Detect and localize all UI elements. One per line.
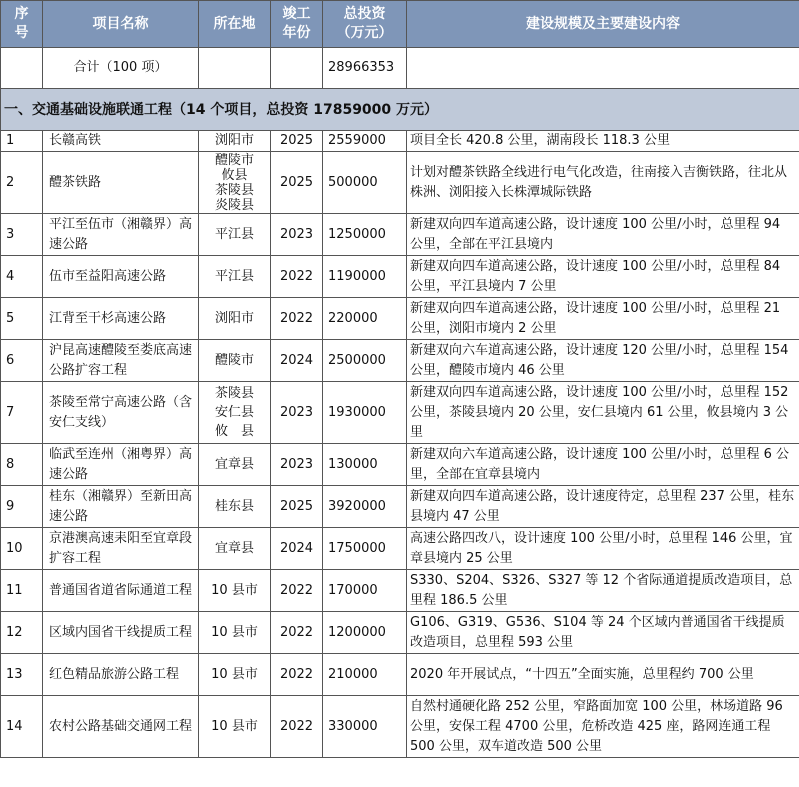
header-name: 项目名称 — [43, 1, 199, 48]
row-investment: 220000 — [323, 298, 407, 340]
row-seq: 5 — [1, 298, 43, 340]
row-seq: 3 — [1, 214, 43, 256]
row-name: 红色精品旅游公路工程 — [43, 654, 199, 696]
row-year: 2025 — [271, 486, 323, 528]
row-name: 醴茶铁路 — [43, 152, 199, 214]
row-seq: 7 — [1, 382, 43, 444]
row-investment: 1750000 — [323, 528, 407, 570]
row-content: 2020 年开展试点，“十四五”全面实施，总里程约 700 公里 — [407, 654, 799, 696]
row-seq: 13 — [1, 654, 43, 696]
table-row — [1, 486, 799, 528]
row-seq: 10 — [1, 528, 43, 570]
row-seq: 2 — [1, 152, 43, 214]
section-row — [1, 89, 799, 131]
row-year: 2025 — [271, 131, 323, 152]
row-year: 2023 — [271, 444, 323, 486]
header-row — [1, 1, 799, 48]
row-content: 新建双向四车道高速公路，设计速度待定，总里程 237 公里，桂东县境内 47 公里 — [407, 486, 799, 528]
table-row — [1, 298, 799, 340]
row-name: 区域内国省干线提质工程 — [43, 612, 199, 654]
table-row — [1, 612, 799, 654]
section-title: 一、交通基础设施联通工程（14 个项目，总投资 17859000 万元） — [1, 89, 799, 131]
row-name: 茶陵至常宁高速公路（含安仁支线） — [43, 382, 199, 444]
row-location: 平江县 — [199, 214, 271, 256]
row-content: 计划对醴茶铁路全线进行电气化改造，往南接入吉衡铁路，往北从株洲、浏阳接入长株潭城际铁路 — [407, 152, 799, 214]
row-content: 新建双向四车道高速公路，设计速度 100 公里/小时，总里程 152 公里，茶陵县境内 20 公里，安仁县境内 61 公里，攸县境内 3 公里 — [407, 382, 799, 444]
header-content: 建设规模及主要建设内容 — [407, 1, 799, 48]
row-investment: 170000 — [323, 570, 407, 612]
row-name: 京港澳高速耒阳至宜章段扩容工程 — [43, 528, 199, 570]
row-year: 2023 — [271, 214, 323, 256]
row-seq: 1 — [1, 131, 43, 152]
row-content: 新建双向四车道高速公路，设计速度 100 公里/小时，总里程 84 公里，平江县境内 7 公里 — [407, 256, 799, 298]
header-year: 竣工年份 — [271, 1, 323, 48]
row-content: 项目全长 420.8 公里，湖南段长 118.3 公里 — [407, 131, 799, 152]
table-row — [1, 444, 799, 486]
header-location: 所在地 — [199, 1, 271, 48]
row-seq: 14 — [1, 696, 43, 758]
table-row — [1, 570, 799, 612]
row-seq: 9 — [1, 486, 43, 528]
table-row — [1, 528, 799, 570]
row-seq: 6 — [1, 340, 43, 382]
row-location: 浏阳市 — [199, 131, 271, 152]
row-location: 宜章县 — [199, 444, 271, 486]
row-location: 平江县 — [199, 256, 271, 298]
row-content: 新建双向六车道高速公路，设计速度 100 公里/小时，总里程 6 公里，全部在宜章县境内 — [407, 444, 799, 486]
total-investment: 28966353 — [323, 48, 407, 89]
row-location: 醴陵市 — [199, 340, 271, 382]
row-name: 桂东（湘赣界）至新田高速公路 — [43, 486, 199, 528]
row-seq: 11 — [1, 570, 43, 612]
row-location: 10 县市 — [199, 654, 271, 696]
row-content: S330、S204、S326、S327 等 12 个省际通道提质改造项目，总里程 186.5 公里 — [407, 570, 799, 612]
row-year: 2024 — [271, 340, 323, 382]
row-investment: 2559000 — [323, 131, 407, 152]
row-content: 新建双向四车道高速公路，设计速度 100 公里/小时，总里程 94 公里，全部在平江县境内 — [407, 214, 799, 256]
row-content: 自然村通硬化路 252 公里，窄路面加宽 100 公里，林场道路 96 公里，安保工程 4700 公里，危桥改造 425 座，路网连通工程 500 公里，双车道改造 500 公里 — [407, 696, 799, 758]
table-row — [1, 382, 799, 444]
table-row — [1, 340, 799, 382]
row-content: G106、G319、G536、S104 等 24 个区域内普通国省干线提质改造项目，总里程 593 公里 — [407, 612, 799, 654]
row-location: 茶陵县 安仁县 攸 县 — [199, 382, 271, 444]
row-year: 2022 — [271, 654, 323, 696]
table-row — [1, 131, 799, 152]
row-investment: 1200000 — [323, 612, 407, 654]
row-seq: 12 — [1, 612, 43, 654]
header-seq: 序号 — [1, 1, 43, 48]
table-row — [1, 152, 799, 214]
row-seq: 4 — [1, 256, 43, 298]
row-investment: 210000 — [323, 654, 407, 696]
row-year: 2022 — [271, 696, 323, 758]
row-name: 伍市至益阳高速公路 — [43, 256, 199, 298]
row-year: 2022 — [271, 570, 323, 612]
row-name: 长赣高铁 — [43, 131, 199, 152]
row-content: 高速公路四改八，设计速度 100 公里/小时，总里程 146 公里，宜章县境内 25 公里 — [407, 528, 799, 570]
row-investment: 1250000 — [323, 214, 407, 256]
row-name: 平江至伍市（湘赣界）高速公路 — [43, 214, 199, 256]
row-content: 新建双向六车道高速公路，设计速度 120 公里/小时，总里程 154 公里，醴陵市境内 46 公里 — [407, 340, 799, 382]
row-content: 新建双向四车道高速公路，设计速度 100 公里/小时，总里程 21 公里，浏阳市境内 2 公里 — [407, 298, 799, 340]
row-seq: 8 — [1, 444, 43, 486]
row-year: 2022 — [271, 298, 323, 340]
row-year: 2023 — [271, 382, 323, 444]
row-name: 普通国省道省际通道工程 — [43, 570, 199, 612]
row-investment: 3920000 — [323, 486, 407, 528]
row-year: 2024 — [271, 528, 323, 570]
row-year: 2022 — [271, 256, 323, 298]
header-investment: 总投资（万元） — [323, 1, 407, 48]
row-investment: 1190000 — [323, 256, 407, 298]
row-location: 10 县市 — [199, 696, 271, 758]
row-year: 2025 — [271, 152, 323, 214]
row-name: 临武至连州（湘粤界）高速公路 — [43, 444, 199, 486]
row-location: 宜章县 — [199, 528, 271, 570]
row-investment: 130000 — [323, 444, 407, 486]
table-row — [1, 256, 799, 298]
total-row — [1, 48, 799, 89]
total-label: 合计（100 项） — [43, 48, 199, 89]
row-investment: 2500000 — [323, 340, 407, 382]
row-investment: 1930000 — [323, 382, 407, 444]
row-location: 醴陵市 攸县 茶陵县 炎陵县 — [199, 152, 271, 214]
row-investment: 500000 — [323, 152, 407, 214]
row-investment: 330000 — [323, 696, 407, 758]
row-location: 桂东县 — [199, 486, 271, 528]
row-location: 10 县市 — [199, 570, 271, 612]
row-name: 江背至干杉高速公路 — [43, 298, 199, 340]
row-location: 浏阳市 — [199, 298, 271, 340]
row-name: 农村公路基础交通网工程 — [43, 696, 199, 758]
table-row — [1, 654, 799, 696]
row-name: 沪昆高速醴陵至娄底高速公路扩容工程 — [43, 340, 199, 382]
row-year: 2022 — [271, 612, 323, 654]
table-row — [1, 696, 799, 758]
table-row — [1, 214, 799, 256]
row-location: 10 县市 — [199, 612, 271, 654]
